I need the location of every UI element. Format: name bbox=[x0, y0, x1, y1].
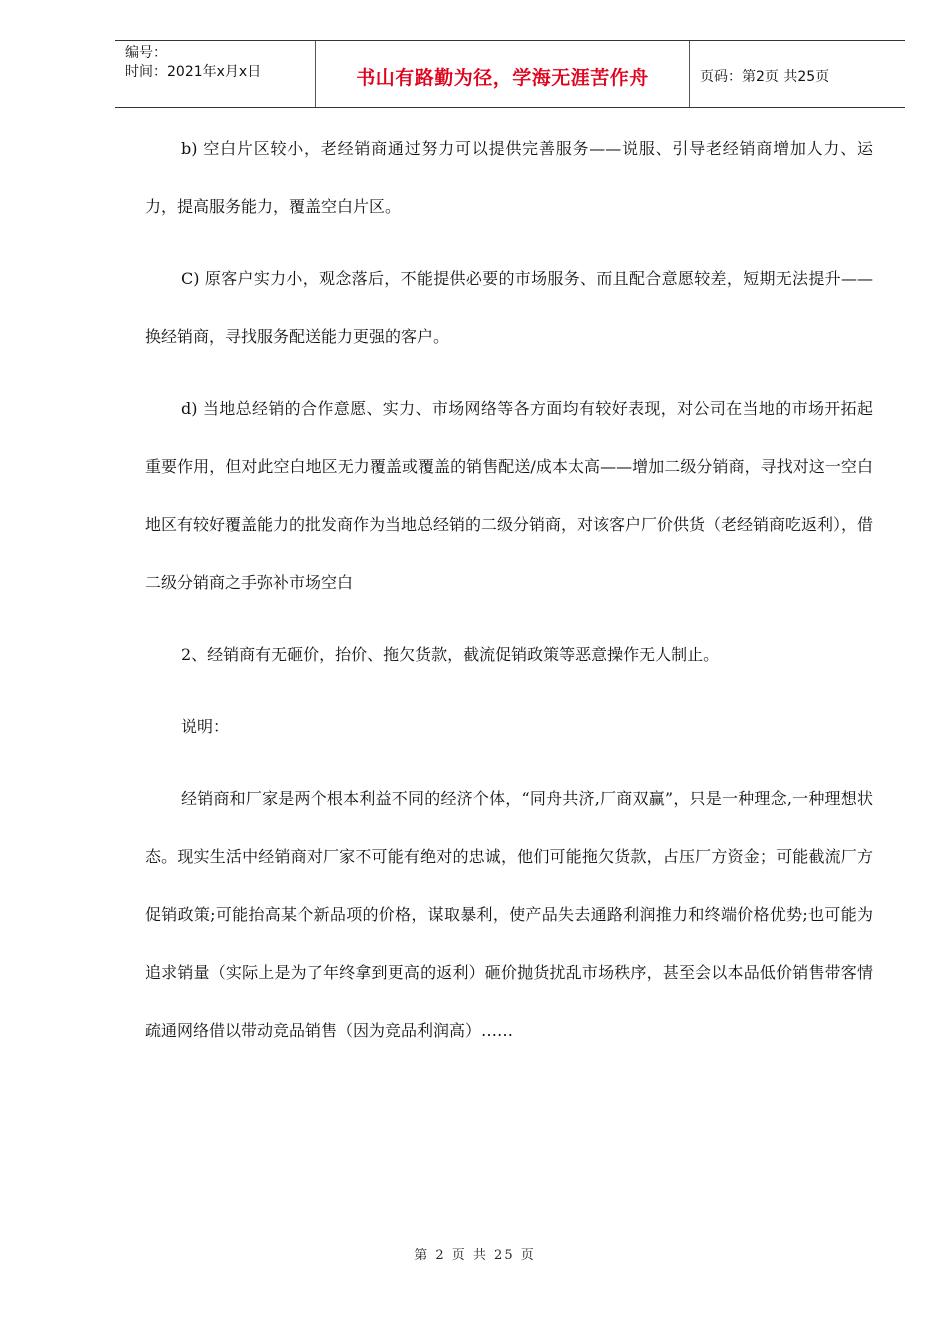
document-body bbox=[145, 120, 873, 1060]
header-motto: 书山有路勤为径，学海无涯苦作舟 bbox=[316, 41, 690, 107]
paragraph-c: C) 原客户实力小，观念落后，不能提供必要的市场服务、而且配合意愿较差，短期无法提升——换经销商，寻找服务配送能力更强的客户。 bbox=[145, 269, 873, 346]
paragraph-item-2: 2、经销商有无砸价，抬价、拖欠货款，截流促销政策等恶意操作无人制止。 bbox=[181, 645, 720, 664]
document-header bbox=[115, 40, 905, 108]
header-meta bbox=[115, 41, 316, 107]
paragraph-explanation-body: 经销商和厂家是两个根本利益不同的经济个体，“同舟共济,厂商双赢”，只是一种理念,一种理想状态。现实生活中经销商对厂家不可能有绝对的忠诚，他们可能拖欠货款，占压厂方资金；可能截流厂方促销政策;可能抬高某个新品项的价格，谋取暴利，使产品失去通路利润推力和终端价格优势;也可能为追求销量（实际上是为了年终拿到更高的返利）砸价抛货扰乱市场秩序，甚至会以本品低价销售带客情疏通网络借以带动竞品销售（因为竞品利润高）…… bbox=[145, 789, 873, 1040]
paragraph-b: b) 空白片区较小，老经销商通过努力可以提供完善服务——说服、引导老经销商增加人力、运力，提高服务能力，覆盖空白片区。 bbox=[145, 139, 873, 216]
paragraph-explanation-heading: 说明： bbox=[181, 717, 230, 736]
page-footer: 第 2 页 共 25 页 bbox=[414, 1248, 536, 1263]
paragraph-d: d) 当地总经销的合作意愿、实力、市场网络等各方面均有较好表现，对公司在当地的市场开拓起重要作用，但对此空白地区无力覆盖或覆盖的销售配送/成本太高——增加二级分销商，寻找对这一空白地区有较好覆盖能力的批发商作为当地总经销的二级分销商，对该客户厂价供货（老经销商吃返利），借二级分销商之手弥补市场空白 bbox=[145, 399, 874, 592]
document-time-label: 时间：2021年x月x日 bbox=[125, 64, 262, 80]
document-number-label: 编号： bbox=[125, 45, 167, 61]
header-page-info: 页码：第2页 共25页 bbox=[700, 69, 830, 85]
